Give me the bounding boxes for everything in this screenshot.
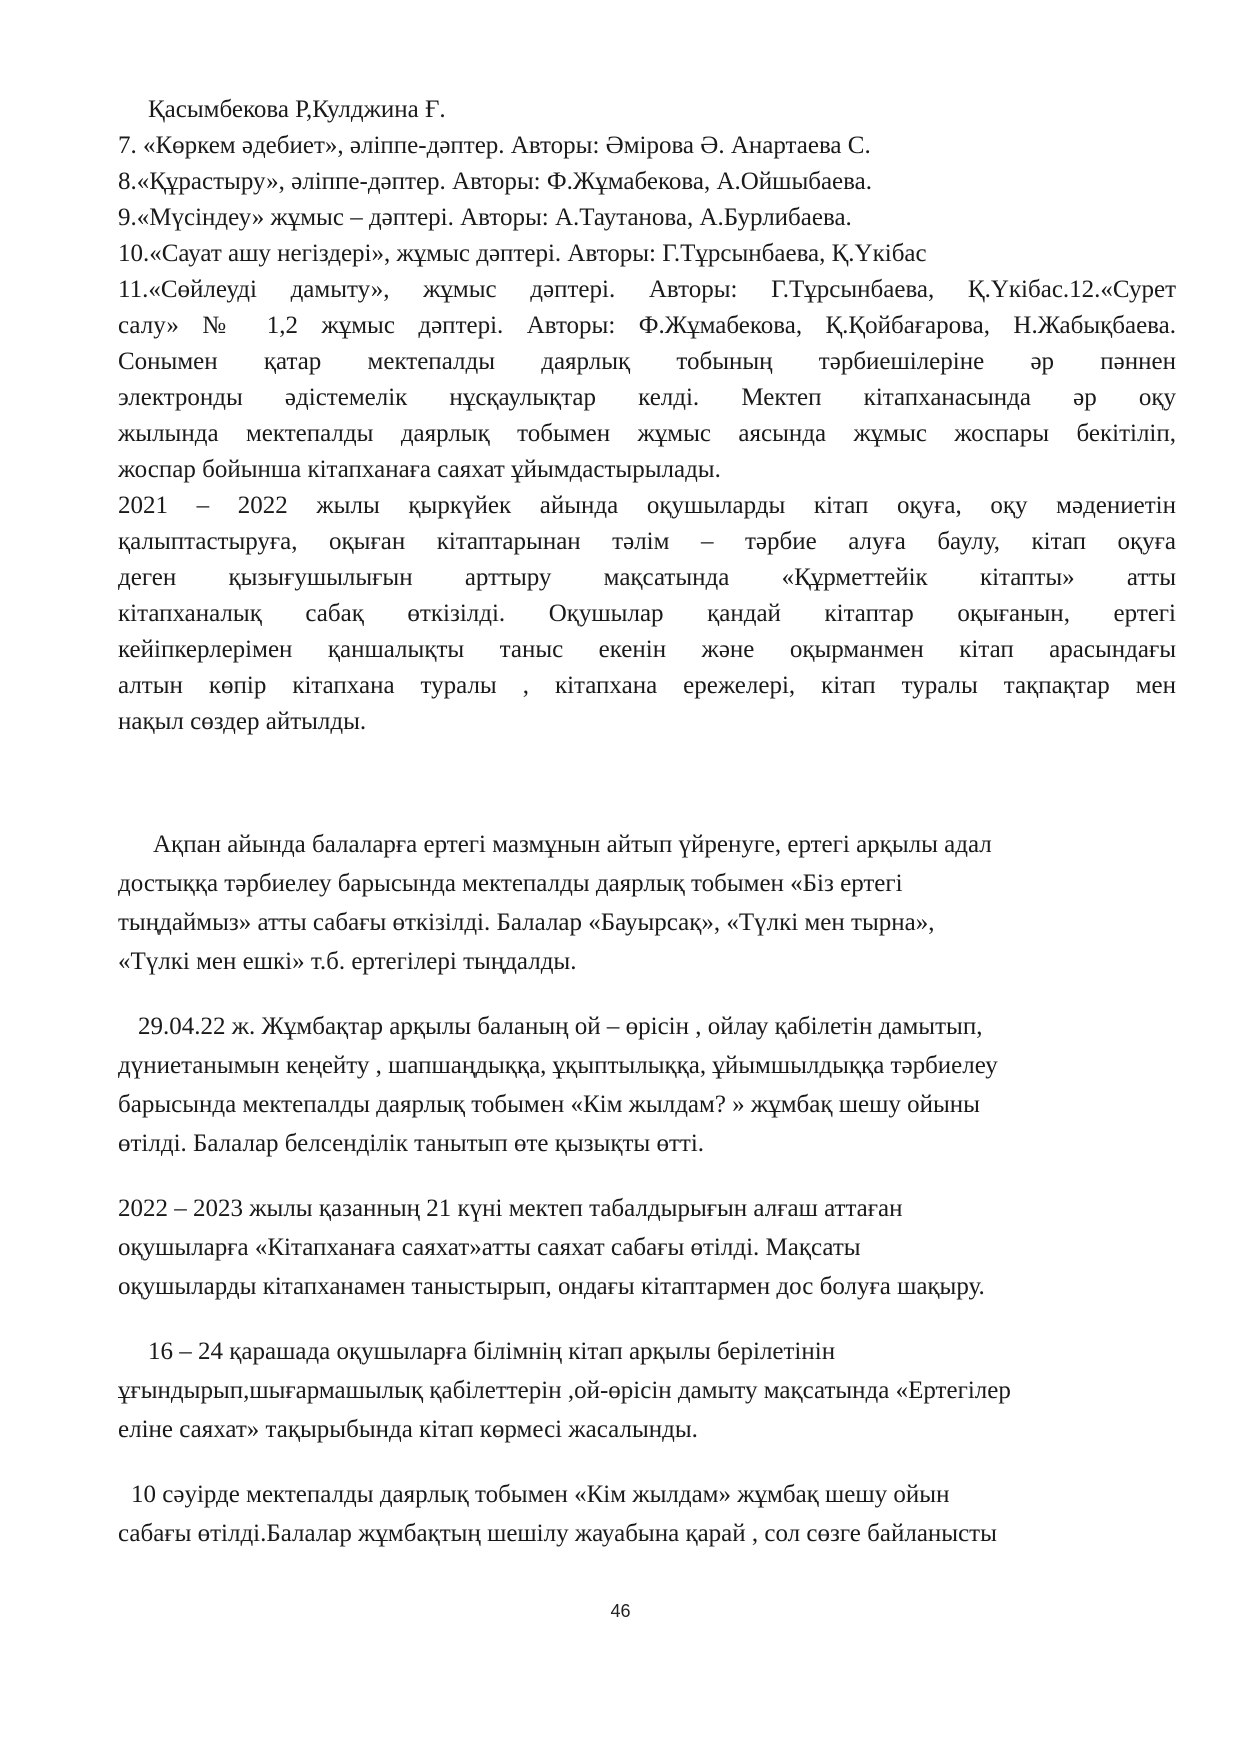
text-line: оқушыларға «Кітапханаға саяхат»атты саяхат сабағы өтілді. Мақсаты bbox=[118, 1234, 861, 1261]
text-line: 10 сәуірде мектепалды даярлық тобымен «Кім жылдам» жұмбақ шешу ойын bbox=[131, 1481, 950, 1508]
text-line: кейіпкерлерімен қаншалықты таныс екенін және оқырманмен кітап арасындағы bbox=[118, 636, 1176, 663]
text-line: тыңдаймыз» атты сабағы өткізілді. Балалар «Бауырсақ», «Түлкі мен тырна», bbox=[118, 909, 935, 936]
text-line: барысында мектепалды даярлық тобымен «Кім жылдам? » жұмбақ шешу ойыны bbox=[118, 1091, 980, 1118]
text-line: 16 – 24 қарашада оқушыларға білімнің кітап арқылы берілетінін bbox=[148, 1338, 836, 1365]
text-line: нақыл сөздер айтылды. bbox=[118, 708, 367, 735]
text-line: 29.04.22 ж. Жұмбақтар арқылы баланың ой – өрісін , ойлау қабілетін дамытып, bbox=[138, 1013, 983, 1040]
text-line: «Түлкі мен ешкі» т.б. ертегілері тыңдалды. bbox=[118, 948, 577, 975]
text-line: салу» № 1,2 жұмыс дәптері. Авторы: Ф.Жұмабекова, Қ.Қойбағарова, Н.Жабықбаева. bbox=[118, 312, 1176, 339]
text-line: электронды әдістемелік нұсқаулықтар келді. Мектеп кітапханасында әр оқу bbox=[118, 384, 1176, 411]
text-line: 8.«Құрастыру», әліппе-дәптер. Авторы: Ф.Жұмабекова, А.Ойшыбаева. bbox=[118, 168, 872, 195]
text-line: қалыптастыруға, оқыған кітаптарынан тәлім – тәрбие алуға баулу, кітап оқуға bbox=[118, 528, 1176, 555]
text-line: Сонымен қатар мектепалды даярлық тобының тәрбиешілеріне әр пәннен bbox=[118, 348, 1176, 375]
text-line: 7. «Көркем әдебиет», әліппе-дәптер. Авторы: Әмірова Ә. Анартаева С. bbox=[118, 132, 871, 159]
text-line: еліне саяхат» тақырыбында кітап көрмесі жасалынды. bbox=[118, 1416, 698, 1443]
text-line: дүниетанымын кеңейту , шапшаңдыққа, ұқыптылыққа, ұйымшылдыққа тәрбиелеу bbox=[118, 1052, 998, 1079]
text-line: 9.«Мүсіндеу» жұмыс – дәптері. Авторы: А.Таутанова, А.Бурлибаева. bbox=[118, 204, 852, 231]
text-line: сабағы өтілді.Балалар жұмбақтың шешілу жауабына қарай , сол сөзге байланысты bbox=[118, 1520, 997, 1547]
text-line: алтын көпір кітапхана туралы , кітапхана ережелері, кітап туралы тақпақтар мен bbox=[118, 672, 1176, 699]
page-number: 46 bbox=[610, 1601, 631, 1621]
text-line: 2021 – 2022 жылы қыркүйек айында оқушыларды кітап оқуға, оқу мәдениетін bbox=[118, 492, 1176, 519]
text-line: жоспар бойынша кітапханаға саяхат ұйымдастырылады. bbox=[118, 456, 721, 483]
text-line: 10.«Сауат ашу негіздері», жұмыс дәптері. Авторы: Г.Тұрсынбаева, Қ.Үкібас bbox=[118, 240, 927, 267]
text-line: ұғындырып,шығармашылық қабілеттерін ,ой-өрісін дамыту мақсатында «Ертегілер bbox=[118, 1377, 1011, 1404]
text-line: оқушыларды кітапханамен таныстырып, ондағы кітаптармен дос болуға шақыру. bbox=[118, 1273, 985, 1300]
text-line: 2022 – 2023 жылы қазанның 21 күні мектеп табалдырығын алғаш аттаған bbox=[118, 1195, 903, 1222]
text-line: достыққа тәрбиелеу барысында мектепалды даярлық тобымен «Біз ертегі bbox=[118, 870, 903, 897]
text-line: 11.«Сөйлеуді дамыту», жұмыс дәптері. Авторы: Г.Тұрсынбаева, Қ.Үкібас.12.«Сурет bbox=[118, 276, 1176, 303]
text-line: Қасымбекова Р,Кулджина Ғ. bbox=[148, 96, 446, 123]
text-line: кітапханалық сабақ өткізілді. Оқушылар қандай кітаптар оқығанын, ертегі bbox=[118, 600, 1176, 627]
text-line: өтілді. Балалар белсенділік танытып өте қызықты өтті. bbox=[118, 1130, 705, 1157]
text-line: жылында мектепалды даярлық тобымен жұмыс аясында жұмыс жоспары бекітіліп, bbox=[118, 420, 1176, 447]
text-line: Ақпан айында балаларға ертегі мазмұнын айтып үйренуге, ертегі арқылы адал bbox=[153, 831, 992, 858]
text-line: деген қызығушылығын арттыру мақсатында «Құрметтейік кітапты» атты bbox=[118, 564, 1176, 591]
